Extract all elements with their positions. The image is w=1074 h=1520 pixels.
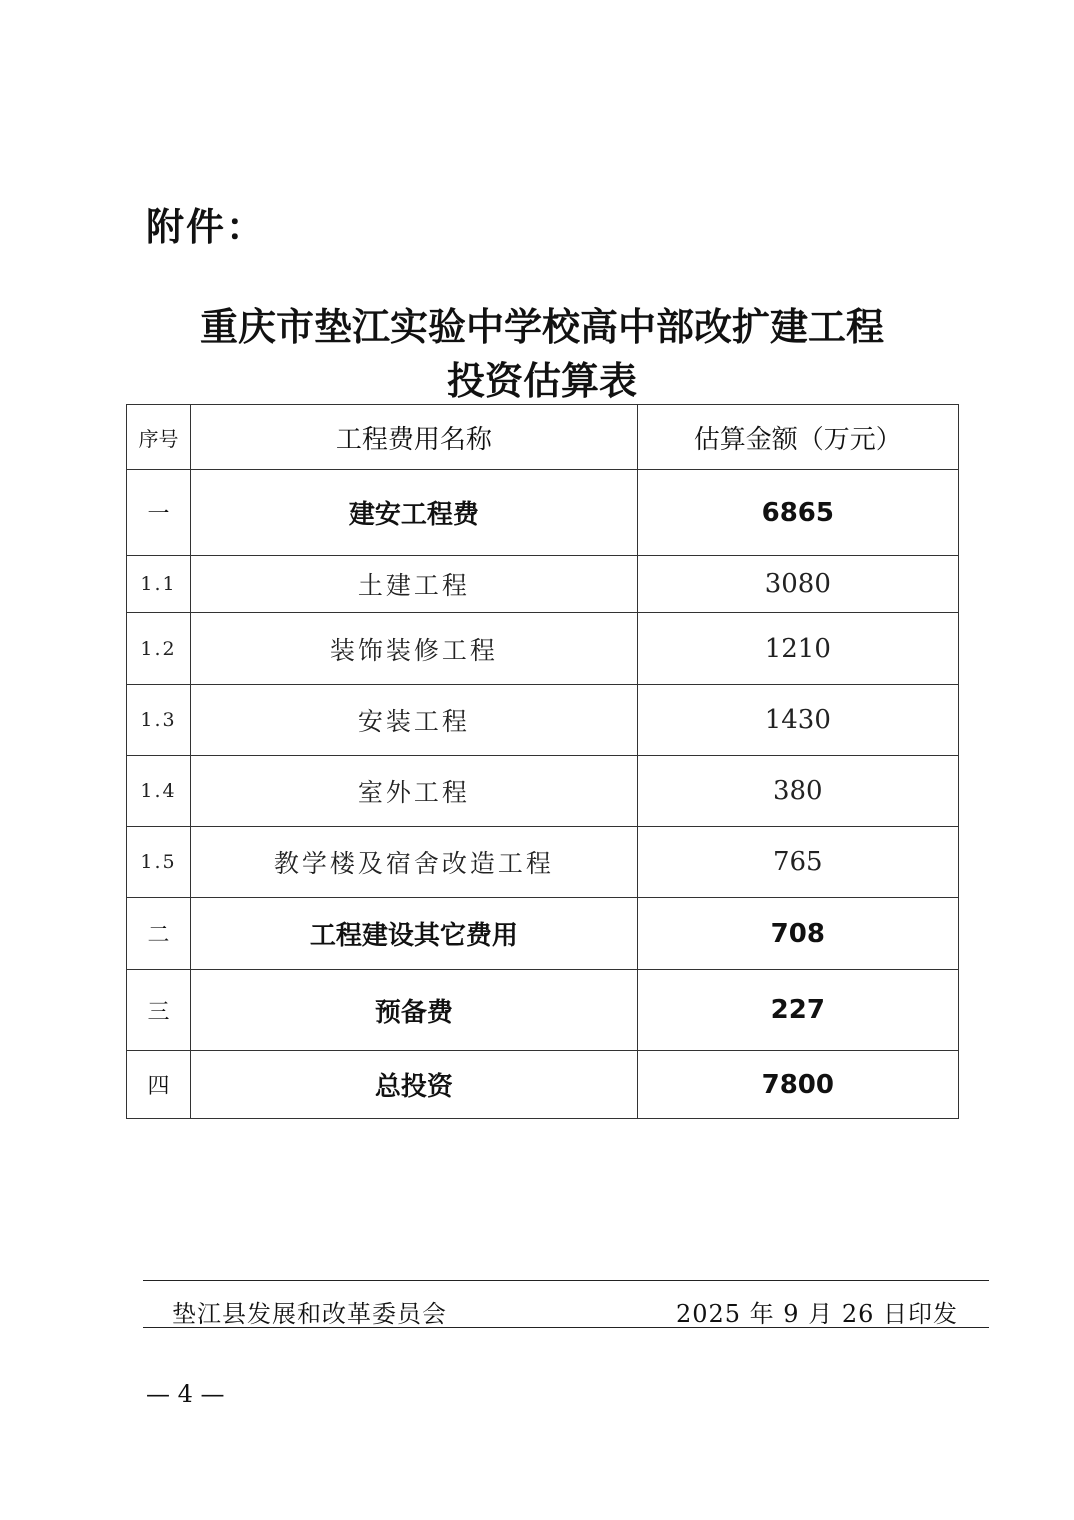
row-amount: 227 <box>637 970 958 1051</box>
row-amount: 6865 <box>637 470 958 556</box>
header-amount: 估算金额（万元） <box>637 405 958 470</box>
header-name: 工程费用名称 <box>191 405 638 470</box>
table-row <box>127 556 959 613</box>
row-no: 四 <box>127 1051 191 1119</box>
row-amount: 3080 <box>637 556 958 613</box>
row-amount: 1430 <box>637 685 958 756</box>
footer-divider-bottom <box>143 1327 989 1328</box>
row-name: 土建工程 <box>191 556 638 613</box>
table-header-row <box>127 405 959 470</box>
row-no: 1.1 <box>127 556 191 613</box>
table-row <box>127 970 959 1051</box>
row-no: 1.4 <box>127 756 191 827</box>
page-number: — 4 — <box>146 1380 225 1408</box>
row-amount: 765 <box>637 827 958 898</box>
investment-estimate-table <box>126 404 959 1119</box>
attachment-label: 附件： <box>146 205 267 249</box>
row-no: 三 <box>127 970 191 1051</box>
table-row <box>127 685 959 756</box>
row-name: 工程建设其它费用 <box>191 898 638 970</box>
row-no: 1.3 <box>127 685 191 756</box>
table-row <box>127 470 959 556</box>
row-name: 装饰装修工程 <box>191 613 638 685</box>
row-amount: 708 <box>637 898 958 970</box>
table-row <box>127 1051 959 1119</box>
row-no: 1.2 <box>127 613 191 685</box>
row-name: 安装工程 <box>191 685 638 756</box>
issuer: 垫江县发展和改革委员会 <box>172 1300 447 1328</box>
row-amount: 1210 <box>637 613 958 685</box>
table-row <box>127 756 959 827</box>
issue-date: 2025 年 9 月 26 日印发 <box>675 1300 958 1328</box>
row-name: 室外工程 <box>191 756 638 827</box>
document-title: 重庆市垫江实验中学校高中部改扩建工程 <box>199 304 884 349</box>
header-no: 序号 <box>127 405 191 470</box>
row-name: 建安工程费 <box>191 470 638 556</box>
row-amount: 7800 <box>637 1051 958 1119</box>
table-row <box>127 827 959 898</box>
table-row <box>127 613 959 685</box>
row-amount: 380 <box>637 756 958 827</box>
row-name: 预备费 <box>191 970 638 1051</box>
table-row <box>127 898 959 970</box>
row-name: 总投资 <box>191 1051 638 1119</box>
document-subtitle: 投资估算表 <box>446 358 637 403</box>
row-no: 二 <box>127 898 191 970</box>
row-no: 一 <box>127 470 191 556</box>
footer-divider-top <box>143 1280 989 1281</box>
row-name: 教学楼及宿舍改造工程 <box>191 827 638 898</box>
row-no: 1.5 <box>127 827 191 898</box>
